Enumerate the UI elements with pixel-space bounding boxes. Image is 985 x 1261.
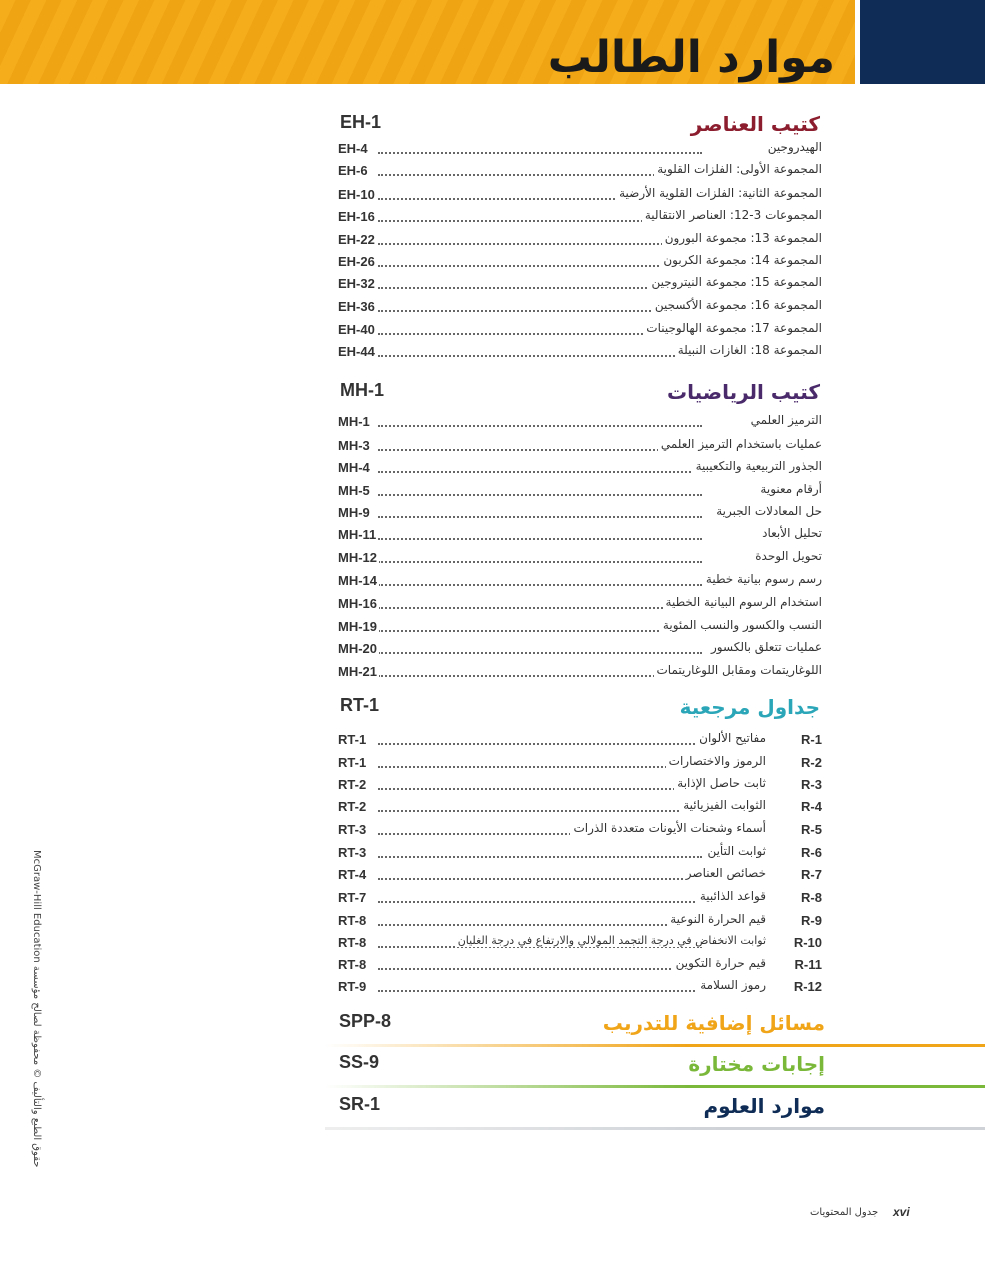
entry-page-number: EH-6 [338,163,368,178]
entry-page-number: EH-26 [338,254,375,269]
toc-entry[interactable] [338,797,822,817]
footer-page-number: xvi [893,1205,910,1219]
entry-page-number: MH-19 [338,619,378,634]
reference-code: R-12 [793,979,822,994]
section-heading-reference_tables [340,695,820,721]
entry-title: الهيدروجين [765,140,822,154]
copyright-notice: McGraw-Hill Education حقوق الطبع والتأليف © محفوظة لصالح مؤسسة [31,850,42,1168]
reference-code: R-9 [801,913,822,928]
entry-title: قيم الحرارة النوعية [667,912,766,926]
entry-title: قواعد الذائبية [697,889,766,903]
reference-code: R-5 [801,822,822,837]
entry-title: الرموز والاختصارات [666,754,766,768]
dot-leader [378,766,702,768]
toc-entry[interactable] [338,617,822,637]
entry-title: الترميز العلمي [748,413,822,427]
toc-entry[interactable] [338,139,822,159]
dot-leader [378,425,702,427]
entry-title: اللوغاريتمات ومقابل اللوغاريتمات [654,663,823,677]
entry-page-number: RT-8 [338,935,367,950]
entry-title: رموز السلامة [697,978,766,992]
dot-leader [378,901,702,903]
dot-leader [378,878,702,880]
footer-label: جدول المحتويات [810,1207,879,1218]
entry-title: المجموعة 13: مجموعة البورون [662,231,822,245]
entry-title: رسم رسوم بيانية خطية [703,572,822,586]
band-section-selected_answers[interactable] [325,1048,985,1088]
entry-page-number: RT-8 [338,957,367,972]
band-section-page: SR-1 [339,1094,381,1114]
entry-page-number: EH-4 [338,141,368,156]
dot-leader [378,584,702,586]
toc-entry[interactable] [338,458,822,478]
band-section-title: مسائل إضافية للتدريب [602,1011,825,1035]
entry-title: النسب والكسور والنسب المئوية [660,618,822,632]
entry-page-number: EH-22 [338,232,375,247]
toc-entry[interactable] [338,775,822,795]
toc-entry[interactable] [338,977,822,997]
toc-entry[interactable] [338,230,822,250]
dot-leader [378,471,702,473]
toc-entry[interactable] [338,594,822,614]
toc-entry[interactable] [338,662,822,682]
reference-code: R-1 [801,732,822,747]
dot-leader [378,743,702,745]
dot-leader [378,265,702,267]
reference-code: R-7 [801,867,822,882]
toc-entry[interactable] [338,888,822,908]
toc-entry[interactable] [338,865,822,885]
entry-page-number: RT-1 [338,732,367,747]
entry-page-number: MH-1 [338,414,370,429]
band-section-extra_practice[interactable] [325,1007,985,1047]
entry-page-number: RT-4 [338,867,367,882]
dot-leader [378,355,702,357]
entry-page-number: EH-36 [338,299,375,314]
entry-title: أسماء وشحنات الأيونات متعددة الذرات [570,821,766,835]
entry-title: أرقام معنوية [757,482,822,496]
page-title: موارد الطالب [547,32,835,83]
toc-entry[interactable] [338,639,822,659]
entry-title: عمليات تتعلق بالكسور [708,640,822,654]
entry-page-number: RT-3 [338,822,367,837]
entry-title: تحليل الأبعاد [759,526,822,540]
entry-page-number: MH-9 [338,505,370,520]
entry-title: قيم حرارة التكوين [673,956,766,970]
toc-entry[interactable] [338,730,822,750]
dot-leader [378,788,702,790]
entry-page-number: MH-20 [338,641,378,656]
toc-entry[interactable] [338,412,822,432]
section-page: RT-1 [340,695,380,715]
band-section-title: موارد العلوم [703,1094,825,1118]
section-title: كتيب العناصر [690,112,820,136]
band-underline [325,1085,985,1088]
dot-leader [378,856,702,858]
entry-title: المجموعة الأولى: الفلزات القلوية [654,162,822,176]
dot-leader [378,561,702,563]
entry-title: حل المعادلات الجبرية [713,504,822,518]
entry-page-number: RT-7 [338,890,367,905]
entry-page-number: RT-8 [338,913,367,928]
toc-entry[interactable] [338,955,822,975]
reference-code: R-6 [801,845,822,860]
toc-entry[interactable] [338,911,822,931]
entry-page-number: RT-1 [338,755,367,770]
dot-leader [378,810,702,812]
entry-page-number: RT-2 [338,799,367,814]
band-underline [325,1127,985,1130]
dot-leader [378,516,702,518]
band-section-science_resources[interactable] [325,1090,985,1130]
toc-entry[interactable] [338,436,822,456]
header-navy-block [860,0,985,84]
dot-leader [378,449,702,451]
entry-title: مفاتيح الألوان [696,731,766,745]
band-underline [325,1044,985,1047]
dot-leader [378,924,702,926]
entry-title: ثابت حاصل الإذابة [674,776,766,790]
entry-page-number: MH-16 [338,596,378,611]
dot-leader [378,630,702,632]
entry-title: المجموعة 18: الغازات النبيلة [675,343,822,357]
toc-entry[interactable] [338,571,822,591]
dot-leader [378,538,702,540]
entry-page-number: MH-12 [338,550,378,565]
section-heading-elements_handbook [340,112,820,138]
entry-title: المجموعة 14: مجموعة الكربون [660,253,822,267]
entry-title: المجموعات 3-12: العناصر الانتقالية [642,208,822,222]
section-page: MH-1 [340,380,384,400]
section-page: EH-1 [340,112,382,132]
toc-entry[interactable] [338,753,822,773]
entry-page-number: EH-16 [338,209,375,224]
reference-code: R-11 [794,957,822,972]
toc-entry[interactable] [338,297,822,317]
toc-entry[interactable] [338,320,822,340]
dot-leader [378,990,702,992]
dot-leader [378,968,702,970]
entry-title: ثوابت التأين [704,844,766,858]
entry-page-number: MH-11 [338,527,377,542]
toc-entry[interactable] [338,207,822,227]
entry-title: خصائص العناصر [683,866,766,880]
toc-entry[interactable] [338,252,822,272]
entry-title: عمليات باستخدام الترميز العلمي [658,437,822,451]
entry-page-number: EH-32 [338,276,375,291]
reference-code: R-4 [801,799,822,814]
entry-page-number: RT-9 [338,979,367,994]
reference-code: R-2 [801,755,822,770]
entry-title: المجموعة 16: مجموعة الأكسجين [652,298,822,312]
entry-title: المجموعة 17: مجموعة الهالوجينات [643,321,822,335]
toc-entry[interactable] [338,843,822,863]
entry-title: تحويل الوحدة [752,549,822,563]
dot-leader [378,152,702,154]
entry-title: ثوابت الانخفاض في درجة التجمد المولالي والارتفاع في درجة الغليان [455,934,766,947]
section-heading-math_handbook [340,380,820,406]
dot-leader [378,243,702,245]
section-title: كتيب الرياضيات [666,380,820,404]
dot-leader [378,607,702,609]
toc-entry[interactable] [338,185,822,205]
entry-title: المجموعة الثانية: الفلزات القلوية الأرضية [616,186,822,200]
entry-page-number: EH-40 [338,322,375,337]
section-title: جداول مرجعية [679,695,820,719]
toc-entry[interactable] [338,481,822,501]
entry-page-number: RT-2 [338,777,367,792]
entry-title: الجذور التربيعية والتكعيبية [693,459,822,473]
entry-page-number: MH-14 [338,573,378,588]
band-section-page: SS-9 [339,1052,380,1072]
entry-title: استخدام الرسوم البيانية الخطية [663,595,822,609]
entry-page-number: EH-10 [338,187,375,202]
reference-code: R-10 [793,935,822,950]
reference-code: R-8 [801,890,822,905]
reference-code: R-3 [801,777,822,792]
dot-leader [378,494,702,496]
entry-page-number: MH-3 [338,438,370,453]
entry-page-number: EH-44 [338,344,375,359]
toc-entry[interactable] [338,820,822,840]
entry-title: الثوابت الفيزيائية [680,798,766,812]
toc-entry[interactable] [338,548,822,568]
toc-entry[interactable] [338,274,822,294]
dot-leader [378,652,702,654]
entry-page-number: RT-3 [338,845,367,860]
entry-page-number: MH-5 [338,483,370,498]
band-section-page: SPP-8 [339,1011,392,1031]
toc-entry[interactable] [338,342,822,362]
toc-entry[interactable] [338,161,822,181]
toc-entry[interactable] [338,933,822,953]
entry-page-number: MH-4 [338,460,370,475]
band-section-title: إجابات مختارة [688,1052,825,1076]
toc-entry[interactable] [338,503,822,523]
toc-entry[interactable] [338,525,822,545]
entry-title: المجموعة 15: مجموعة النيتروجين [648,275,822,289]
entry-page-number: MH-21 [338,664,378,679]
